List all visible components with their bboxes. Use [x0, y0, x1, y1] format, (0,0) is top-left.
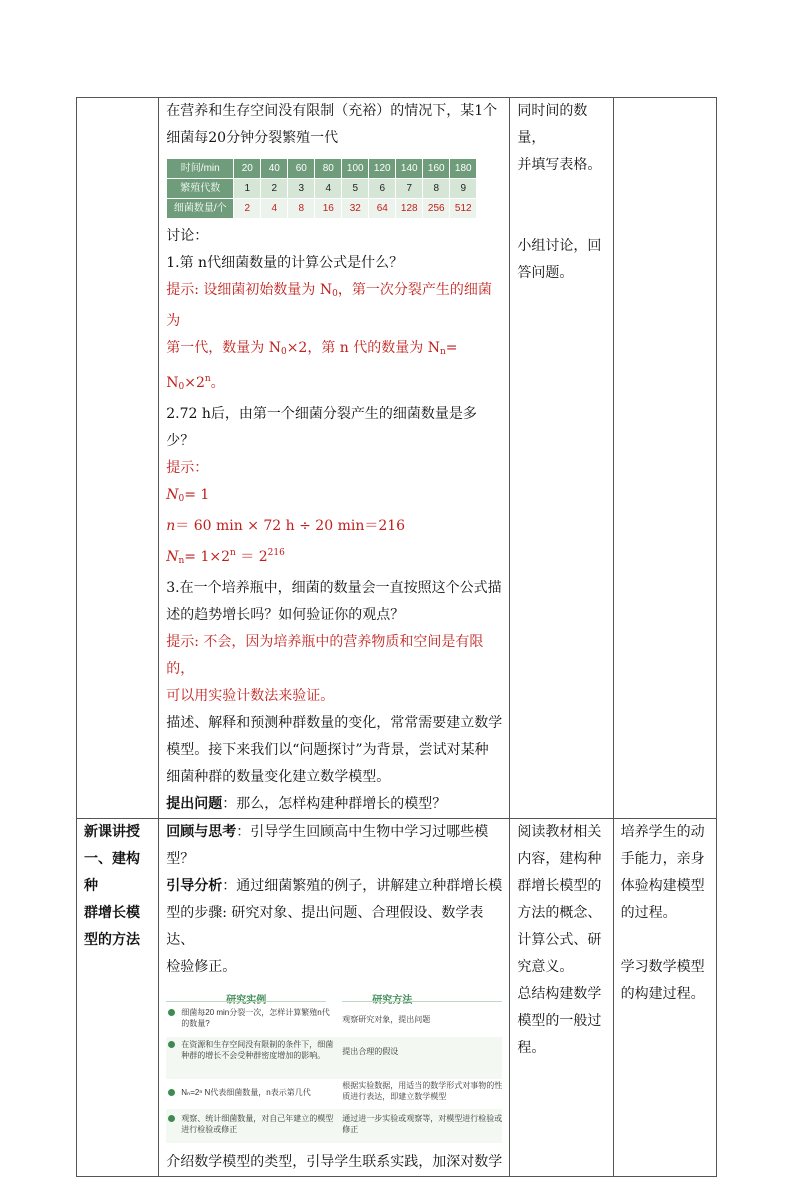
paragraph-text: 模型。接下来我们以“问题探讨”为背景，尝试对某种 — [166, 742, 489, 758]
stage-label: 群增长模 — [84, 905, 140, 921]
bullet-icon — [168, 1089, 175, 1096]
generation-cell: 5 — [342, 179, 369, 199]
count-cell: 16 — [315, 199, 342, 219]
method-text: 根据实验数据，用适当的数学形式对事物的性质进行表达，即建立数学模型 — [342, 1081, 503, 1101]
intent-text: 体验构建模型 — [620, 878, 705, 894]
generation-cell: 2 — [261, 179, 288, 199]
stage-label: 型的方法 — [84, 932, 140, 948]
time-cell: 100 — [342, 159, 369, 179]
count-cell: 32 — [342, 199, 369, 219]
teacher-activity-cell — [159, 98, 510, 819]
guide-text: 检验修正。 — [166, 959, 237, 975]
bacteria-growth-table — [166, 158, 503, 219]
student-text: 究意义。 — [517, 959, 574, 975]
student-text: 模型的一般过 — [517, 1013, 602, 1029]
intent-text: 的过程。 — [620, 905, 677, 921]
student-text: 计算公式、研 — [517, 932, 602, 948]
ask-question: 提出问题：那么，怎样构建种群增长的模型？ — [166, 796, 447, 812]
student-text: 内容，建构种 — [517, 851, 602, 867]
count-cell: 256 — [423, 199, 450, 219]
review-text: 型？ — [166, 851, 195, 867]
stage-cell — [77, 98, 159, 819]
hint-2-nn: $N_n= 1\times 2^n = 2^{216}$ — [166, 548, 285, 566]
student-text: 总结构建数学 — [517, 986, 602, 1002]
generation-cell: 6 — [369, 179, 396, 199]
count-cell: 4 — [261, 199, 288, 219]
table-row — [167, 159, 477, 179]
student-text: 答问题。 — [517, 265, 574, 281]
count-cell: 8 — [288, 199, 315, 219]
question-1: 1.第 n代细菌数量的计算公式是什么？ — [166, 255, 404, 271]
guide-text: 型的步骤: 研究对象、提出问题、合理假设、数学表达、 — [166, 905, 484, 948]
intent-text: 的构建过程。 — [620, 986, 705, 1002]
generation-cell: 1 — [234, 179, 261, 199]
time-cell: 160 — [423, 159, 450, 179]
time-cell: 120 — [369, 159, 396, 179]
table-row — [77, 98, 717, 819]
generation-cell: 7 — [396, 179, 423, 199]
stage-label: 新课讲授 — [84, 824, 140, 840]
paragraph-text: 描述、解释和预测种群数量的变化，常常需要建立数学 — [166, 715, 503, 731]
count-cell: 2 — [234, 199, 261, 219]
paragraph-text: 介绍数学模型的类型，引导学生联系实践，加深对数学 — [166, 1154, 503, 1170]
method-text: 提出合理的假设 — [342, 1047, 399, 1056]
lesson-plan-table — [76, 97, 717, 1177]
student-text: 群增长模型的 — [517, 878, 602, 894]
method-text: 通过进一步实验或观察等，对模型进行检验或修正 — [342, 1114, 503, 1134]
guide-text: 引导分析：通过细菌繁殖的例子，讲解建立种群增长模 — [166, 878, 503, 894]
intro-text: 在营养和生存空间没有限制（充裕）的情况下，某1个 — [166, 103, 498, 119]
intent-text: 培养学生的动 — [620, 824, 705, 840]
student-text: 程。 — [517, 1040, 546, 1056]
paragraph-text: 细菌种群的数量变化建立数学模型。 — [166, 769, 391, 785]
generation-cell: 4 — [315, 179, 342, 199]
time-cell: 140 — [396, 159, 423, 179]
hint-1-cont: 第一代，数量为 $N_0\times 2$，第 n 代的数量为 $N_n= N_0\times 2^n$。 — [166, 340, 458, 392]
research-method-figure: 细菌每20 min分裂一次，怎样计算繁殖n代的数量? 观察研究对象，提出问题 在资源和生存空间没有限制的条件下，细菌种群的增长不会受种群密度增加的影响。 提出合理的假设 Nₙ=2ⁿ N代表细菌数量，n表示第几代 根据实验数据，用适当的数学形式对事物的性质进行表达，即建立数学模型 观察、统计细菌数量，对自己年建立的模型进行检验或修正 通过进一步实验或观察等，对模型进行检验或修正 — [166, 987, 502, 1145]
question-3-cont: 述的趋势增长吗？如何验证你的观点？ — [166, 607, 405, 623]
student-text: 并填写表格。 — [517, 157, 602, 173]
student-text: 同时间的数量， — [517, 103, 588, 146]
hint-2-label: 提示： — [166, 460, 209, 476]
bullet-icon — [168, 1009, 175, 1016]
intro-text: 细菌每20分钟分裂繁殖一代 — [166, 130, 339, 146]
table-row — [167, 179, 477, 199]
question-2: 2.72 h后，由第一个细菌分裂产生的细菌数量是多少？ — [166, 406, 477, 449]
student-text: 方法的概念、 — [517, 905, 602, 921]
hint-3-cont: 可以用实验计数法来验证。 — [166, 688, 335, 704]
time-cell: 80 — [315, 159, 342, 179]
question-3: 3.在一个培养瓶中，细菌的数量会一直按照这个公式描 — [166, 580, 502, 596]
generation-label: 繁殖代数 — [167, 179, 234, 199]
student-activity-cell — [510, 98, 613, 819]
generation-cell: 8 — [423, 179, 450, 199]
student-text: 阅读教材相关 — [517, 824, 602, 840]
hint-3: 提示: 不会，因为培养瓶中的营养物质和空间是有限的， — [166, 634, 484, 677]
design-intent-cell — [613, 98, 716, 819]
hint-2-n0: $N_0= 1$ — [166, 487, 210, 504]
intent-text: 手能力，亲身 — [620, 851, 705, 867]
stage-label: 一、建构种 — [84, 851, 140, 894]
time-cell: 20 — [234, 159, 261, 179]
generation-cell: 9 — [450, 179, 477, 199]
student-text: 小组讨论，回 — [517, 238, 602, 254]
discussion-heading: 讨论： — [166, 228, 209, 244]
time-cell: 180 — [450, 159, 477, 179]
count-label: 细菌数量/个 — [167, 199, 234, 219]
count-cell: 128 — [396, 199, 423, 219]
hint-2-n: n＝ 60 min × 72 h ÷ 20 min＝216 — [166, 518, 406, 534]
time-cell: 40 — [261, 159, 288, 179]
generation-cell: 3 — [288, 179, 315, 199]
count-cell: 64 — [369, 199, 396, 219]
time-cell: 60 — [288, 159, 315, 179]
method-text: 观察研究对象，提出问题 — [342, 1015, 431, 1024]
hint-1: 提示: 设细菌初始数量为 $N_0$，第一次分裂产生的细菌为 — [166, 282, 492, 329]
table-row — [167, 199, 477, 219]
intent-text: 学习数学模型 — [620, 959, 705, 975]
review-text: 回顾与思考：引导学生回顾高中生物中学习过哪些模 — [166, 824, 489, 840]
count-cell: 512 — [450, 199, 477, 219]
time-label: 时间/min — [167, 159, 234, 179]
